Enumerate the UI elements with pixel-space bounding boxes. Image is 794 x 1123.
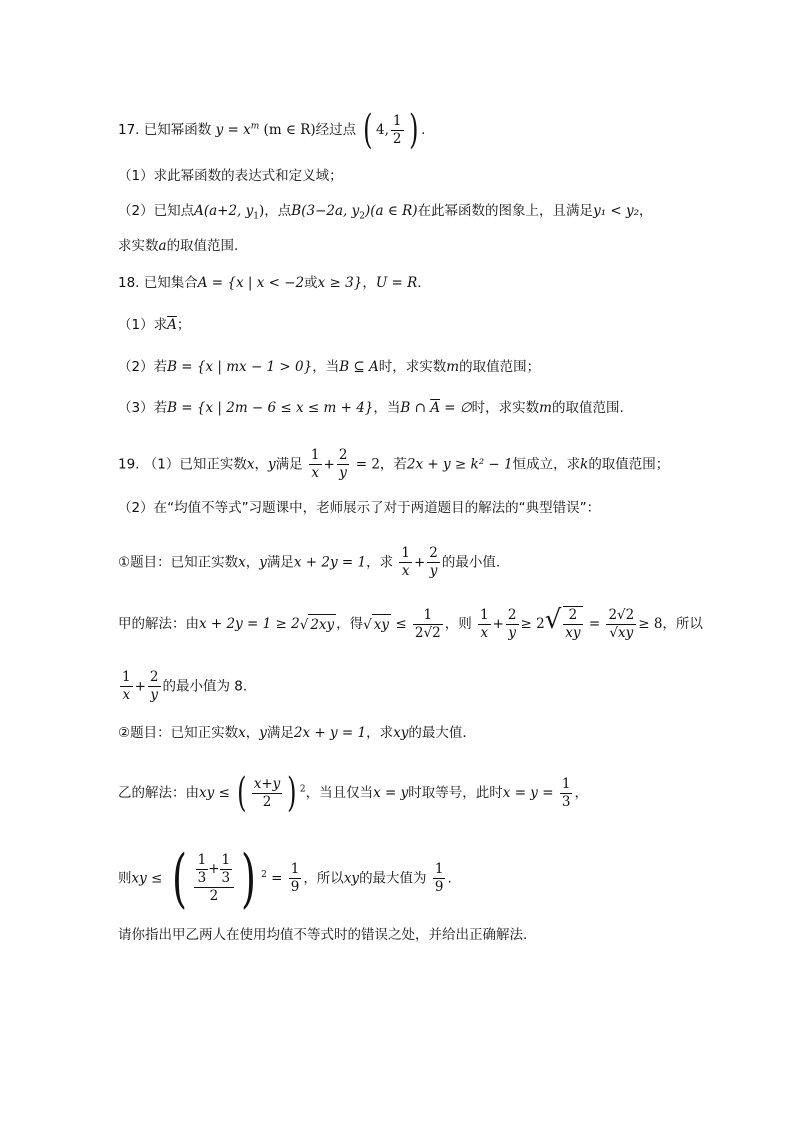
point-fraction: $\frac{1}{2}$ bbox=[392, 112, 402, 147]
q19-solution-jia: 甲的解法：由x + 2y = 1 ≥ 2√ 2xy ，得√ xy ≤ $\frac{1}{2√2}$ ，则 $\frac{1}{x}$ + $\frac{2}{y}$ ≥ 2√ $\frac{2}{xy}$ = $\frac{2√2}{√xy}$ ≥ 8，所以 bbox=[118, 604, 703, 641]
frac-1-over-x: $\frac{1}{x}$ bbox=[310, 447, 320, 481]
q18-part2: （2）若B = {x | mx − 1 > 0}，当B ⊆ A时，求实数m的取值范围； bbox=[118, 359, 541, 375]
q19-solution-yi-cont: 则xy ≤ ( $\frac{1}{3}$ + $\frac{1}{3}$ 2 ) $^2$ = $\frac{1}{9}$ ，所以xy的最大值为 $\frac{1}{9}$ . bbox=[118, 841, 452, 916]
q19-part2-intro: （2）在“均值不等式”习题课中，老师展示了对于两道题目的解法的“典型错误”： bbox=[118, 500, 601, 516]
q18-part1: （1）求$\overline{A}$； bbox=[118, 317, 191, 333]
q19-part1: 19. （1）已知正实数x，y满足 $\frac{1}{x}$ + $\frac{2}{y}$ = 2，若2x + y ≥ k² − 1恒成立，求k的取值范围； bbox=[118, 447, 670, 481]
q19-solution-jia-cont: $\frac{1}{x}$ + $\frac{2}{y}$ 的最小值为 8. bbox=[122, 669, 248, 703]
q17-part1: （1）求此幂函数的表达式和定义域； bbox=[118, 168, 343, 184]
q19-problem1: ①题目：已知正实数x，y满足x + 2y = 1，求 $\frac{1}{x}$ + $\frac{2}{y}$ 的最小值. bbox=[118, 545, 501, 579]
q18-part3: （3）若B = {x | 2m − 6 ≤ x ≤ m + 4}，当B ∩ $\overline{A}$ = ∅时，求实数m的取值范围. bbox=[118, 400, 624, 416]
q17-part2-cont: 求实数a的取值范围. bbox=[118, 238, 239, 254]
frac-2-over-y: $\frac{2}{y}$ bbox=[338, 447, 348, 481]
q17-part2: （2）已知点A(a+2, $y_1$)，点B(3−2a, $y_2)(a$ ∈ R)在此幂函数的图象上，且满足y₁ < y₂， bbox=[118, 203, 653, 222]
q19-solution-yi: 乙的解法：由xy ≤ ( $\frac{x+y}{2}$ ) $^2$，当且仅当x = y时取等号，此时x = y = $\frac{1}{3}$ ， bbox=[118, 770, 588, 816]
q19-final-question: 请你指出甲乙两人在使用均值不等式时的错误之处，并给出正确解法. bbox=[118, 927, 528, 943]
q17-stem: 17. 已知幂函数 $y = x^m$ (m ∈ R)经过点 ( 4, $\frac{1}{2}$ ) . bbox=[118, 107, 426, 153]
q18-stem: 18. 已知集合A = {x | x < −2或x ≥ 3}，U = R. bbox=[118, 275, 422, 291]
q19-problem2: ②题目：已知正实数x，y满足2x + y = 1，求xy的最大值. bbox=[118, 725, 467, 741]
